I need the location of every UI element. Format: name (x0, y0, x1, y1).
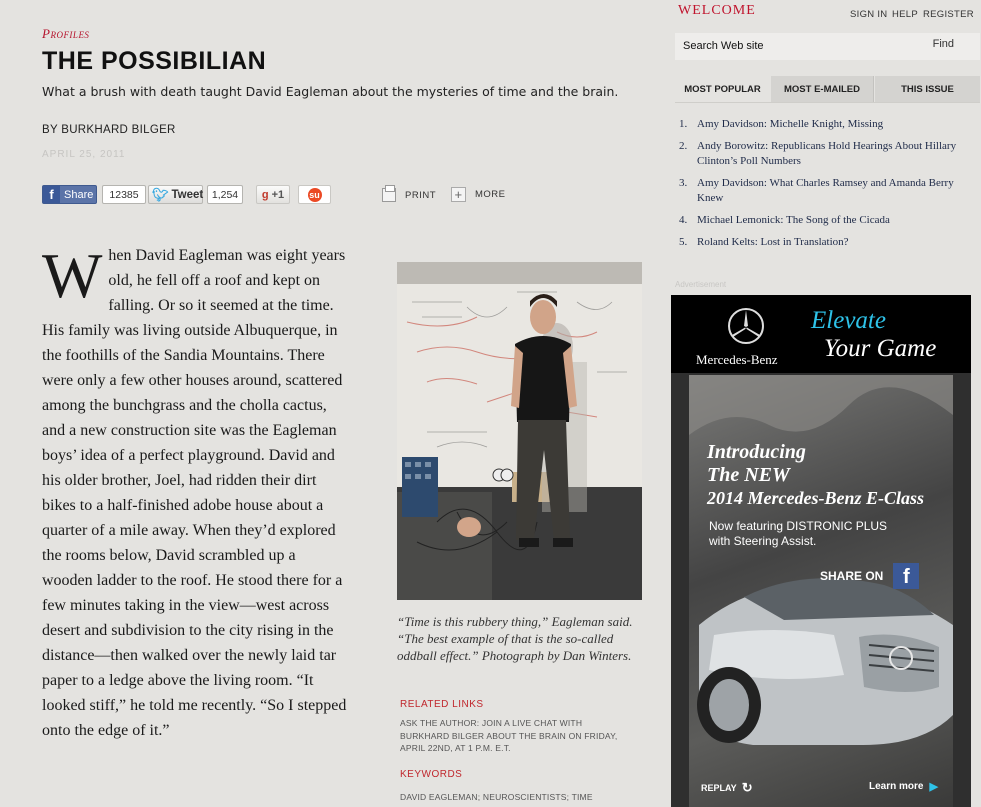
tab-this-issue-label: THIS ISSUE (901, 83, 954, 95)
facebook-icon: f (893, 563, 919, 589)
help-link[interactable]: HELP (892, 9, 919, 20)
list-item-number: 2. (679, 140, 688, 152)
ad-subheadline (709, 519, 887, 549)
more-button[interactable] (451, 187, 506, 202)
stumbleupon-button[interactable] (298, 185, 331, 204)
sign-in-link[interactable]: SIGN IN (850, 9, 888, 20)
list-item-title: Amy Davidson: What Charles Ramsey and Amanda Berry Knew (697, 177, 954, 204)
ad-panel (689, 375, 953, 807)
welcome-label: WELCOME (678, 3, 756, 18)
ad-header (671, 295, 971, 373)
eagleman-photo-illustration (397, 262, 642, 600)
tab-most-popular-label: MOST POPULAR (684, 83, 761, 95)
section-label[interactable]: Profiles (42, 26, 90, 41)
list-item-title: Amy Davidson: Michelle Knight, Missing (697, 118, 884, 130)
facebook-share-label: Share (64, 188, 94, 201)
ad-replay-label: REPLAY (701, 783, 737, 793)
facebook-share-button[interactable] (42, 185, 97, 204)
tweet-label: Tweet (171, 188, 204, 201)
ad-headline-line-3: 2014 Mercedes-Benz E-Class (707, 488, 924, 508)
publish-date: APRIL 25, 2011 (42, 149, 126, 160)
list-item-title: Michael Lemonick: The Song of the Cicada (697, 214, 890, 226)
ad-replay-button[interactable] (701, 780, 753, 796)
register-link[interactable]: REGISTER (923, 9, 974, 20)
photo-caption: “Time is this rubbery thing,” Eagleman said. “The best example of that is the so-called oddball effect.” Photograph by Dan Winters. (397, 614, 633, 663)
search-input[interactable] (683, 38, 913, 54)
stumbleupon-icon: su (309, 189, 320, 200)
list-item[interactable] (675, 176, 965, 206)
ad-sub-line-2: with Steering Assist. (709, 534, 817, 548)
related-links-heading: RELATED LINKS (400, 699, 484, 710)
ad-sub-line-1: Now featuring DISTRONIC PLUS (709, 519, 888, 533)
related-link[interactable]: ASK THE AUTHOR: JOIN A LIVE CHAT WITH BURKHARD BILGER ABOUT THE BRAIN ON FRIDAY, APRIL 22ND, AT 1 P.M. E.T. (400, 718, 618, 753)
mercedes-ad[interactable] (671, 295, 971, 807)
ad-share-on-label: SHARE ON (820, 569, 884, 583)
article-body (42, 240, 350, 743)
tab-most-emailed[interactable] (771, 76, 874, 102)
print-button[interactable] (382, 188, 436, 202)
ad-car-illustration (689, 375, 953, 807)
facebook-share-count: 12385 (102, 185, 146, 204)
article-body-text: hen David Eagleman was eight years old, he fell off a roof and kept on falling. Or so it seemed at the time. His family was living outside Albuquerque, in the foothills of the Sandia Mountains. There were only a few other houses around, scattered among the bunchgrass and the cholla cactus, and a new construction site was the Eagleman boys’ idea of a perfect playground. David and his older brother, Joel, had ridden their dirt bikes to a half-finished adobe house about a quarter of a mile away. When they’d explored the rooms below, David scrambled up a wooden ladder to the roof. He stood there for a few minutes taking in the view—west across desert and subdivision to the city rising in the distance—then walked over the newly laid tar paper to a ledge above the living room. “It looked stiff,” he told me recently. “So I stepped onto the edge of it.” (42, 247, 347, 739)
article-photo[interactable] (397, 262, 642, 600)
advertisement-label: Advertisement (675, 280, 727, 289)
tweet-count: 1,254 (207, 185, 243, 204)
printer-icon (382, 188, 396, 202)
article-dek: What a brush with death taught David Eagleman about the mysteries of time and the brain. (42, 84, 619, 99)
ad-slogan-line-1: Elevate (811, 307, 886, 334)
list-item[interactable] (675, 139, 965, 169)
list-item-title: Roland Kelts: Lost in Translation? (697, 236, 849, 248)
tweet-button[interactable] (148, 185, 203, 204)
tab-most-emailed-label: MOST E-MAILED (784, 83, 860, 95)
google-plus-button[interactable] (256, 185, 290, 204)
play-arrow-icon: ▶ (929, 781, 938, 793)
ad-brand: Mercedes-Benz (696, 352, 778, 367)
drop-cap: W (42, 240, 103, 311)
keyword-links[interactable]: DAVID EAGLEMAN; NEUROSCIENTISTS; TIME (400, 792, 593, 802)
list-item-number: 4. (679, 214, 688, 226)
byline[interactable]: BY BURKHARD BILGER (42, 124, 176, 136)
print-label: PRINT (405, 189, 436, 201)
ad-headline (707, 441, 924, 510)
facebook-icon: f (43, 186, 60, 203)
ad-headline-line-1: Introducing (707, 441, 806, 463)
more-label: MORE (475, 189, 506, 200)
list-item[interactable] (675, 117, 965, 132)
tab-most-popular[interactable] (675, 76, 770, 102)
ad-learn-more-button[interactable] (869, 780, 938, 793)
site-search (675, 33, 980, 60)
list-item[interactable] (675, 213, 965, 228)
ad-share-on-facebook[interactable] (820, 563, 919, 589)
plus-icon: + (451, 187, 466, 202)
list-item-number: 3. (679, 177, 688, 189)
list-item-number: 1. (679, 118, 688, 130)
google-plus-label: +1 (271, 188, 285, 201)
find-button[interactable]: Find (932, 38, 954, 50)
mercedes-star-icon (726, 306, 766, 346)
ad-headline-line-2: The NEW (707, 464, 790, 486)
list-item[interactable] (675, 235, 965, 250)
tab-this-issue[interactable] (875, 76, 980, 102)
tab-divider (675, 102, 980, 103)
replay-icon: ↻ (741, 780, 753, 795)
ad-slogan-line-2: Your Game (824, 335, 937, 362)
list-item-title: Andy Borowitz: Republicans Hold Hearings About Hillary Clinton’s Poll Numbers (697, 140, 957, 167)
ad-learn-more-label: Learn more (869, 781, 924, 792)
google-plus-icon: g (261, 188, 269, 201)
article-title: THE POSSIBILIAN (42, 47, 267, 75)
most-popular-list (675, 117, 965, 257)
twitter-bird-icon: 🐦︎ (152, 186, 169, 202)
keywords-heading: KEYWORDS (400, 769, 463, 780)
list-item-number: 5. (679, 236, 688, 248)
